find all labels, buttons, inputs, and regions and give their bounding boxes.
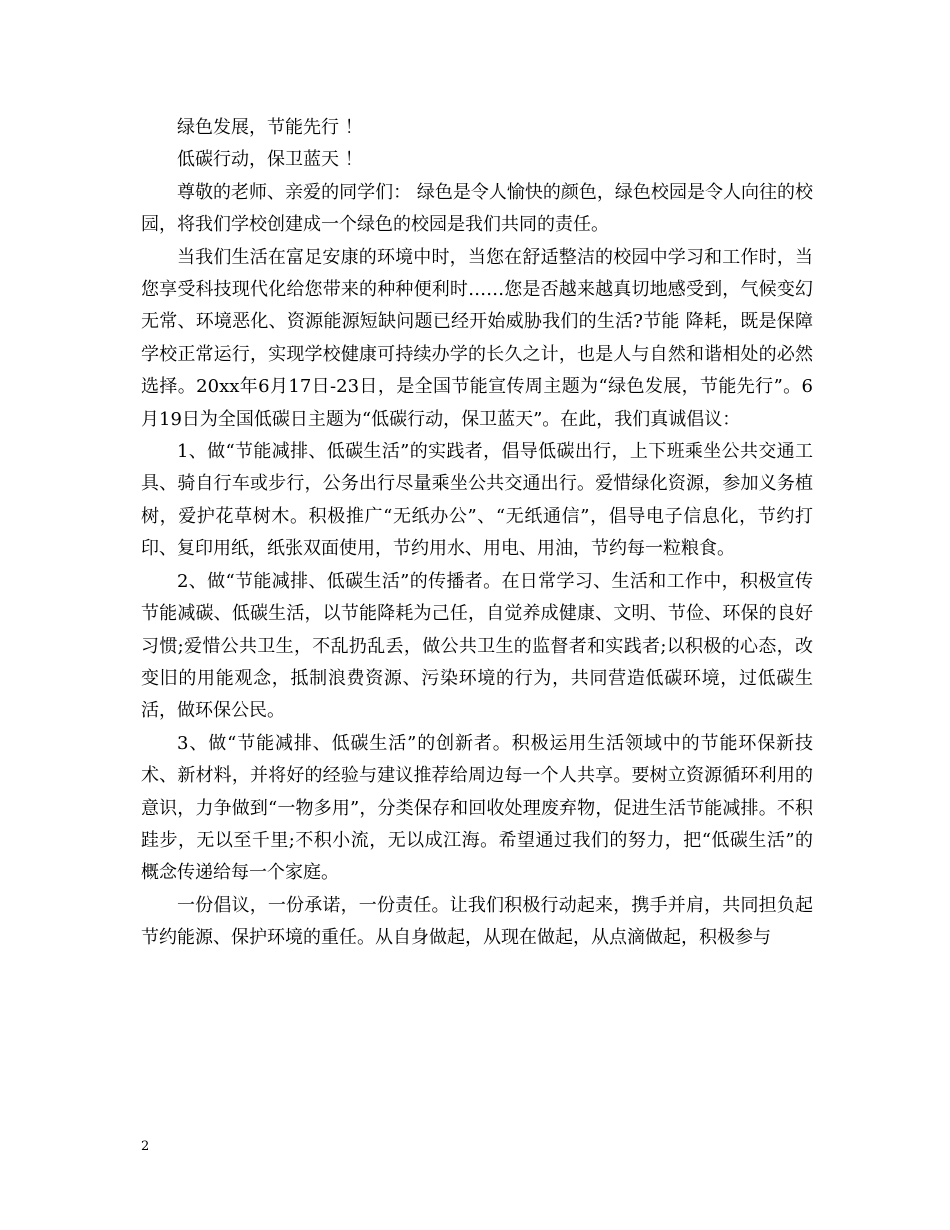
paragraph-title-1: 绿色发展，节能先行 ！ [177,117,363,138]
paragraph-greeting: 尊敬的老师、亲爱的同学们： 绿色是令人愉快的颜色，绿色校园是令人向往的校园，将我们学校创建成一个绿色的校园是我们共同的责任。 [141,181,813,236]
paragraph-title-2: 低碳行动，保卫蓝天 ！ [177,149,363,171]
page-number: 2 [141,1139,150,1154]
paragraph-intro: 当我们生活在富足安康的环境中时，当您在舒适整洁的校园中学习和工作时，当您享受科技现代化给您带来的种种便利时……您是否越来越真切地感受到，气候变幻无常、环境恶化、资源能源短缺问题已经开始威胁我们的生活?节能 降耗，既是保障学校正常运行，实现学校健康可持续办学的长久之计，也是人与自然和谐相处的必然选择。20xx年6月17日-23日，是全国节能宣传周主题为“绿色发展，节能先行”。6月19日为全国低碳日主题为“低碳行动，保卫蓝天”。在此，我们真诚倡议： [141,246,813,430]
document-body [141,112,813,955]
paragraph-point-2: 2、做“节能减排、低碳生活”的传播者。在日常学习、生活和工作中，积极宣传节能减碳、低碳生活，以节能降耗为己任，自觉养成健康、文明、节俭、环保的良好习惯;爱惜公共卫生，不乱扔乱丢，做公共卫生的监督者和实践者;以积极的心态，改变旧的用能观念，抵制浪费资源、污染环境的行为，共同营造低碳环境，过低碳生活，做环保公民。 [141,570,813,722]
paragraph-closing: 一份倡议，一份承诺，一份责任。让我们积极行动起来，携手并肩，共同担负起节约能源、保护环境的重任。从自身做起，从现在做起，从点滴做起，积极参与 [141,894,813,949]
paragraph-point-1: 1、做“节能减排、低碳生活”的实践者，倡导低碳出行，上下班乘坐公共交通工具、骑自行车或步行，公务出行尽量乘坐公共交通出行。爱惜绿化资源，参加义务植树，爱护花草树木。积极推广“无纸办公”、“无纸通信”，倡导电子信息化，节约打印、复印用纸，纸张双面使用，节约用水、用电、用油，节约每一粒粮食。 [141,441,813,560]
paragraph-point-3: 3、做“节能减排、低碳生活”的创新者。积极运用生活领域中的节能环保新技术、新材料，并将好的经验与建议推荐给周边每一个人共享。要树立资源循环利用的意识，力争做到“一物多用”，分类保存和回收处理废弃物，促进生活节能减排。不积跬步，无以至千里;不积小流，无以成江海。希望通过我们的努力，把“低碳生活”的概念传递给每一个家庭。 [141,732,813,884]
